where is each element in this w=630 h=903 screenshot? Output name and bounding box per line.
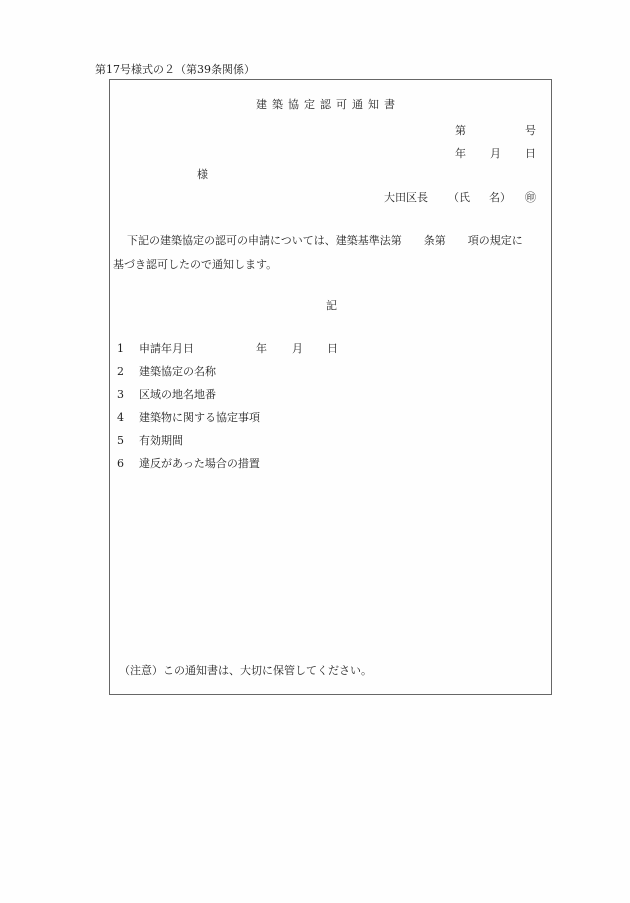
document-title: 建築協定認可通知書 <box>256 98 400 111</box>
addressee-sama: 様 <box>197 168 208 181</box>
issuer-title: 大田区長 <box>384 191 428 204</box>
document-frame <box>109 79 552 695</box>
body-line-2: 基づき認可したので通知します。 <box>113 258 278 271</box>
item-label: 申請年月日 <box>139 342 194 355</box>
number-suffix: 号 <box>525 124 536 137</box>
date-year: 年 <box>455 147 466 160</box>
item-day: 日 <box>327 342 338 355</box>
issuer-name-open: （氏 <box>448 191 470 204</box>
item-label: 有効期間 <box>139 434 183 447</box>
issuer-name-close: 名） <box>489 191 511 204</box>
item-num: 3 <box>117 388 124 401</box>
item-year: 年 <box>256 342 267 355</box>
item-num: 2 <box>117 365 124 378</box>
body-line-1: 下記の建築協定の認可の申請については、建築基準法第 条第 項の規定に <box>127 234 523 247</box>
date-month: 月 <box>490 147 501 160</box>
form-id: 第17号様式の２（第39条関係） <box>95 63 255 76</box>
item-label: 建築協定の名称 <box>139 365 216 378</box>
item-month: 月 <box>292 342 303 355</box>
seal-mark: ㊞ <box>525 191 536 204</box>
date-day: 日 <box>525 147 536 160</box>
note: （注意）この通知書は、大切に保管してください。 <box>119 664 372 677</box>
item-num: 4 <box>117 411 124 424</box>
item-label: 建築物に関する協定事項 <box>139 411 260 424</box>
item-num: 6 <box>117 457 124 470</box>
item-num: 1 <box>117 342 124 355</box>
item-label: 区域の地名地番 <box>139 388 216 401</box>
number-prefix: 第 <box>455 124 466 137</box>
item-label: 違反があった場合の措置 <box>139 457 260 470</box>
item-num: 5 <box>117 434 124 447</box>
ki-heading: 記 <box>326 299 337 312</box>
